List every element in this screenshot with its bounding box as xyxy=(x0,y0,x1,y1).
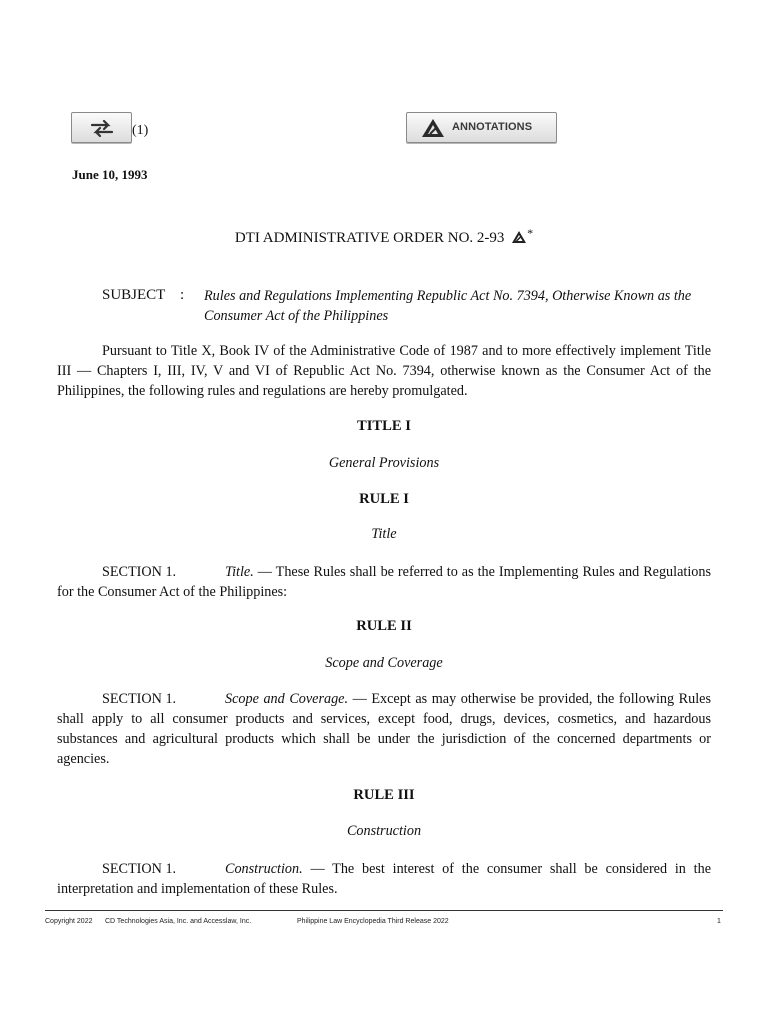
subject-label: SUBJECT xyxy=(102,287,166,303)
rule-2-section-1 xyxy=(57,689,711,769)
section-title: Title. xyxy=(225,564,254,580)
section-title: Construction. xyxy=(225,861,303,877)
rule-1-heading: RULE I xyxy=(359,491,409,507)
section-title: Scope and Coverage. xyxy=(225,691,349,707)
title-subheading: General Provisions xyxy=(328,455,440,471)
subject-text: Rules and Regulations Implementing Republic Act No. 7394, Otherwise Known as the Consumer Act of the Philippines xyxy=(204,288,692,324)
annotations-button[interactable] xyxy=(406,112,557,143)
rule-3-subheading: Construction xyxy=(346,823,422,839)
section-text: — These Rules shall be referred to as the Implementing Rules and Regulations for the Consumer Act of the Philippines: xyxy=(57,564,711,600)
title-heading: TITLE I xyxy=(357,418,411,434)
annotation-triangle-icon xyxy=(421,118,445,138)
section-text: — Except as may otherwise be provided, the following Rules shall apply to all consumer products and services, except food, drugs, devices, cosmetics, and hazardous substances and agricultural products which shall be under the jurisdiction of the concerned departments or agencies. xyxy=(57,691,711,767)
rule-3-section-1 xyxy=(57,859,711,899)
subject-colon: : xyxy=(180,287,185,303)
footer-page-number: 1 xyxy=(717,918,721,925)
rule-2-heading: RULE II xyxy=(356,618,412,634)
section-text: — The best interest of the consumer shall be considered in the interpretation and implementation of these Rules. xyxy=(57,861,711,897)
footer-divider xyxy=(45,910,723,911)
order-title xyxy=(0,226,768,247)
rule-2-subheading: Scope and Coverage xyxy=(325,655,443,671)
rule-1-section-1 xyxy=(57,562,711,602)
section-number: SECTION 1. xyxy=(102,691,177,707)
document-date: June 10, 1993 xyxy=(72,167,148,182)
annotation-marker-icon[interactable] xyxy=(511,230,527,244)
swap-arrows-icon xyxy=(88,119,116,137)
section-number: SECTION 1. xyxy=(102,861,177,877)
preamble-paragraph: Pursuant to Title X, Book IV of the Administrative Code of 1987 and to more effectively implement Title III — Chapters I, III, IV, V and VI of Republic Act No. 7394, otherwise known as the Consumer Act of the Philippines, the following rules and regulations are hereby promulgated. xyxy=(57,343,711,399)
swap-view-button[interactable] xyxy=(71,112,132,143)
footnote-reference[interactable]: (1) xyxy=(132,123,149,138)
rule-3-heading: RULE III xyxy=(353,787,415,803)
section-number: SECTION 1. xyxy=(102,564,177,580)
footer-copyright: Copyright 2022 xyxy=(45,918,93,925)
order-title-text: DTI ADMINISTRATIVE ORDER NO. 2-93 xyxy=(234,230,505,246)
annotations-button-label: ANNOTATIONS xyxy=(452,121,533,133)
rule-1-subheading: Title xyxy=(371,526,397,542)
footer-release: Philippine Law Encyclopedia Third Release 2022 xyxy=(297,918,449,925)
footer-company: CD Technologies Asia, Inc. and Accesslaw, Inc. xyxy=(105,918,252,925)
order-title-marker: * xyxy=(527,226,534,240)
